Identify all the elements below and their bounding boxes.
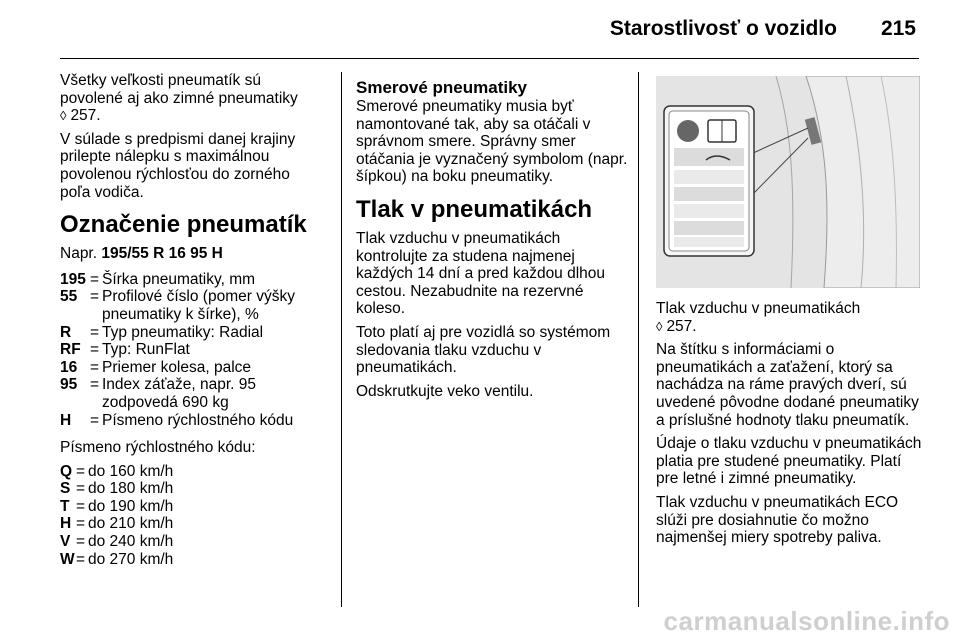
definition-key: H <box>60 515 72 533</box>
definition-key: V <box>60 533 71 551</box>
definition-row <box>60 533 322 551</box>
tyre-pressure-label-illustration-icon <box>656 76 920 288</box>
definition-row <box>60 288 322 323</box>
definition-equals: = <box>76 462 86 480</box>
page-reference[interactable]: 257. <box>70 107 101 125</box>
definition-key: R <box>60 323 72 341</box>
column-2 <box>356 78 628 406</box>
section-heading-tyre-marking: Označenie pneumatík <box>60 211 307 239</box>
definition-value: do 240 km/h <box>88 533 174 551</box>
label-location-paragraph: Na štítku s informáciami o pneumatikách a zaťažení, ktorý sa nachádza na ráme pravých dverí, sú uvedené pôvodne dodané pneumatiky a príslušné hodnoty tlaku pneumatík. <box>656 341 919 429</box>
definition-equals: = <box>90 376 100 394</box>
tyre-marking-code: 195/55 R 16 95 H <box>101 245 223 263</box>
definition-key: 55 <box>60 288 78 306</box>
definition-row <box>60 463 322 481</box>
watermark: carmanualsonline.info <box>663 606 950 636</box>
definition-value: Písmeno rýchlostného kódu <box>102 411 294 429</box>
definition-row <box>60 271 322 289</box>
definition-key: W <box>60 550 75 568</box>
page-reference-icon: ◊ <box>60 108 67 124</box>
subheading-directional-tyres: Smerové pneumatiky <box>356 78 528 97</box>
page-header <box>610 14 916 44</box>
section-heading-tyre-pressure: Tlak v pneumatikách <box>356 195 593 223</box>
page-reference[interactable]: 257. <box>666 317 697 335</box>
definition-key: S <box>60 480 71 498</box>
definition-row <box>60 498 322 516</box>
chapter-title: Starostlivosť o vozidlo <box>609 17 837 40</box>
pressure-reference-paragraph: Tlak vzduchu v pneumatikách ◊ 257. <box>656 300 861 335</box>
definition-key: RF <box>60 341 81 359</box>
winter-tyres-paragraph: Všetky veľkosti pneumatík sú povolené aj ako zimné pneumatiky ◊ 257. <box>60 72 298 125</box>
speed-code-list <box>60 463 322 569</box>
definition-value: Priemer kolesa, palce <box>102 358 252 376</box>
definition-equals: = <box>90 323 100 341</box>
definition-value: Profilové číslo (pomer výšky pneumatiky k šírke), % <box>102 288 295 323</box>
definition-key: Q <box>60 462 73 480</box>
cold-tyres-paragraph: Údaje o tlaku vzduchu v pneumatikách platia pre studené pneumatiky. Platí pre letné i zimné pneumatiky. <box>656 435 922 488</box>
definition-equals: = <box>90 341 100 359</box>
definition-value: do 190 km/h <box>88 497 174 515</box>
speed-code-intro: Písmeno rýchlostného kódu: <box>60 439 256 457</box>
definition-equals: = <box>76 515 86 533</box>
definition-value: do 210 km/h <box>88 515 174 533</box>
definition-equals: = <box>76 480 86 498</box>
definition-equals: = <box>90 411 100 429</box>
definition-equals: = <box>76 497 86 515</box>
eco-pressure-paragraph: Tlak vzduchu v pneumatikách ECO slúži pre dosiahnutie čo možno najmenšej miery spotreby paliva. <box>656 493 899 547</box>
definition-value: do 270 km/h <box>88 550 174 568</box>
definition-equals: = <box>90 270 100 288</box>
pressure-check-paragraph: Tlak vzduchu v pneumatikách kontrolujte za studena najmenej každých 14 dní a pred každou dlhou cestou. Nezabudnite na rezervné koleso. <box>356 229 606 318</box>
definition-row <box>60 324 322 342</box>
page-number: 215 <box>880 17 916 40</box>
column-divider-1 <box>341 72 342 607</box>
definition-key: 95 <box>60 376 78 394</box>
definition-row <box>60 480 322 498</box>
definition-key: 16 <box>60 358 78 376</box>
definition-row <box>60 341 322 359</box>
definition-row <box>60 551 322 569</box>
definition-row <box>60 359 322 377</box>
definition-equals: = <box>76 533 86 551</box>
definition-key: H <box>60 411 72 429</box>
column-1 <box>60 72 322 568</box>
header-divider <box>60 58 919 59</box>
definition-equals: = <box>90 358 100 376</box>
definition-value: do 180 km/h <box>88 480 174 498</box>
definition-value: do 160 km/h <box>88 462 174 480</box>
definition-value: Typ: RunFlat <box>102 341 190 359</box>
tyre-marking-example: Napr. 195/55 R 16 95 H <box>60 245 223 263</box>
definition-value: Šírka pneumatiky, mm <box>102 270 256 288</box>
definition-equals: = <box>90 288 100 306</box>
tyre-marking-definitions <box>60 271 322 429</box>
definition-value: Typ pneumatiky: Radial <box>102 323 264 341</box>
directional-tyres-paragraph: Smerové pneumatiky musia byť namontované tak, aby sa otáčali v správnom smere. Správny smer otáčania je vyznačený symbolom (napr. šípkou) na boku pneumatiky. <box>356 98 628 186</box>
definition-key: 195 <box>60 270 86 288</box>
definition-row <box>60 376 322 411</box>
column-3 <box>656 300 924 553</box>
tyre-pressure-label-figure <box>656 76 920 288</box>
definition-value: Index záťaže, napr. 95 zodpovedá 690 kg <box>102 376 257 411</box>
definition-row <box>60 515 322 533</box>
definition-row <box>60 412 322 430</box>
column-divider-2 <box>638 72 639 607</box>
definition-equals: = <box>76 550 86 568</box>
valve-cap-paragraph: Odskrutkujte veko ventilu. <box>356 382 534 400</box>
monitoring-system-paragraph: Toto platí aj pre vozidlá so systémom sledovania tlaku vzduchu v pneumatikách. <box>356 323 611 377</box>
speed-sticker-paragraph: V súlade s predpismi danej krajiny prilepte nálepku s maximálnou povolenou rýchlosťou do zorného poľa vodiča. <box>60 130 296 201</box>
definition-key: T <box>60 497 70 515</box>
page-reference-icon: ◊ <box>656 318 663 334</box>
